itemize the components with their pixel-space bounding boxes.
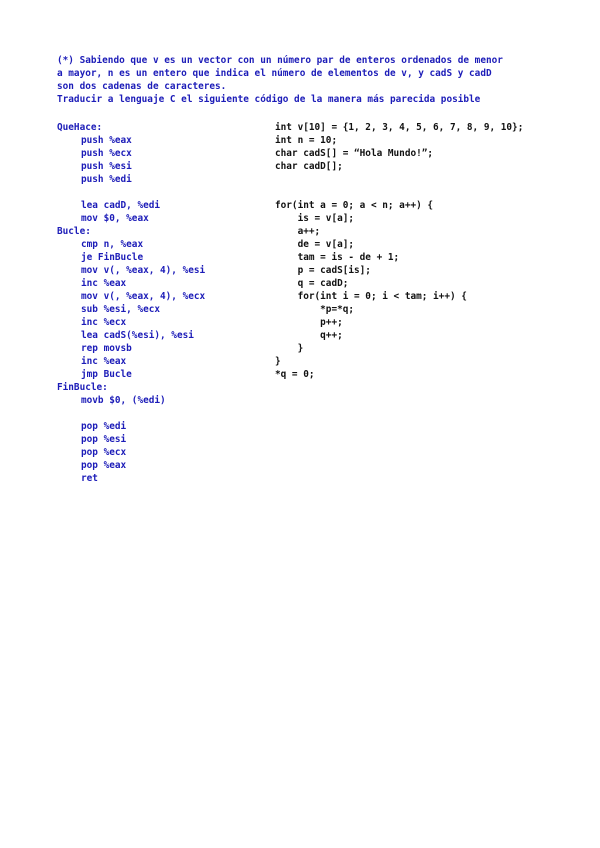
asm-instruction: cmp n, %eax	[81, 239, 144, 250]
asm-label: Bucle:	[57, 226, 91, 237]
blank-line	[275, 173, 523, 186]
c-code-line: for(int i = 0; i < tam; i++) {	[275, 291, 467, 302]
asm-instruction: pop %eax	[81, 460, 127, 471]
asm-instruction: rep movsb	[81, 343, 132, 354]
c-code-line: tam = is - de + 1;	[275, 252, 400, 263]
c-code-line: int n = 10;	[275, 135, 338, 146]
asm-instruction: inc %eax	[81, 278, 127, 289]
asm-instruction: mov $0, %eax	[81, 213, 149, 224]
asm-instruction: push %ecx	[81, 148, 132, 159]
c-code-line: char cadS[] = “Hola Mundo!”;	[275, 148, 434, 159]
c-code-line: }	[275, 356, 281, 367]
asm-instruction: inc %ecx	[81, 317, 127, 328]
c-code-line: for(int a = 0; a < n; a++) {	[275, 200, 434, 211]
asm-label: QueHace:	[57, 122, 103, 133]
c-code-line: q++;	[275, 330, 343, 341]
blank-line	[275, 186, 523, 199]
asm-instruction: movb $0, (%edi)	[81, 395, 166, 406]
c-code-line: }	[275, 343, 304, 354]
c-code-line: char cadD[];	[275, 161, 343, 172]
statement-line: a mayor, n es un entero que indica el número de elementos de v, y cadS y cadD	[57, 68, 492, 79]
c-code-line: q = cadD;	[275, 278, 349, 289]
asm-instruction: je FinBucle	[81, 252, 144, 263]
blank-line	[57, 407, 205, 420]
c-code-line: a++;	[275, 226, 321, 237]
instruction-line: Traducir a lenguaje C el siguiente código de la manera más parecida posible	[57, 94, 481, 105]
c-code-line: *q = 0;	[275, 369, 315, 380]
asm-instruction: inc %eax	[81, 356, 127, 367]
asm-instruction: pop %edi	[81, 421, 127, 432]
asm-instruction: lea cadS(%esi), %esi	[81, 330, 194, 341]
asm-instruction: jmp Bucle	[81, 369, 132, 380]
asm-instruction: push %esi	[81, 161, 132, 172]
asm-instruction: mov v(, %eax, 4), %esi	[81, 265, 206, 276]
c-code-line: p++;	[275, 317, 343, 328]
asm-instruction: push %eax	[81, 135, 132, 146]
c-code-line: *p=*q;	[275, 304, 355, 315]
assembly-code-block	[57, 121, 205, 485]
asm-instruction: pop %ecx	[81, 447, 127, 458]
c-code-line: int v[10] = {1, 2, 3, 4, 5, 6, 7, 8, 9, 10};	[275, 122, 524, 133]
asm-instruction: ret	[81, 473, 98, 484]
exercise-statement	[57, 54, 557, 106]
c-code-line: is = v[a];	[275, 213, 355, 224]
statement-line: (*) Sabiendo que v es un vector con un número par de enteros ordenados de menor	[57, 55, 503, 66]
asm-instruction: pop %esi	[81, 434, 127, 445]
asm-label: FinBucle:	[57, 382, 108, 393]
c-code-block	[275, 121, 523, 381]
asm-instruction: mov v(, %eax, 4), %ecx	[81, 291, 206, 302]
asm-instruction: lea cadD, %edi	[81, 200, 161, 211]
asm-instruction: push %edi	[81, 174, 132, 185]
statement-line: son dos cadenas de caracteres.	[57, 81, 227, 92]
c-code-line: p = cadS[is];	[275, 265, 371, 276]
blank-line	[57, 186, 205, 199]
asm-instruction: sub %esi, %ecx	[81, 304, 161, 315]
c-code-line: de = v[a];	[275, 239, 355, 250]
